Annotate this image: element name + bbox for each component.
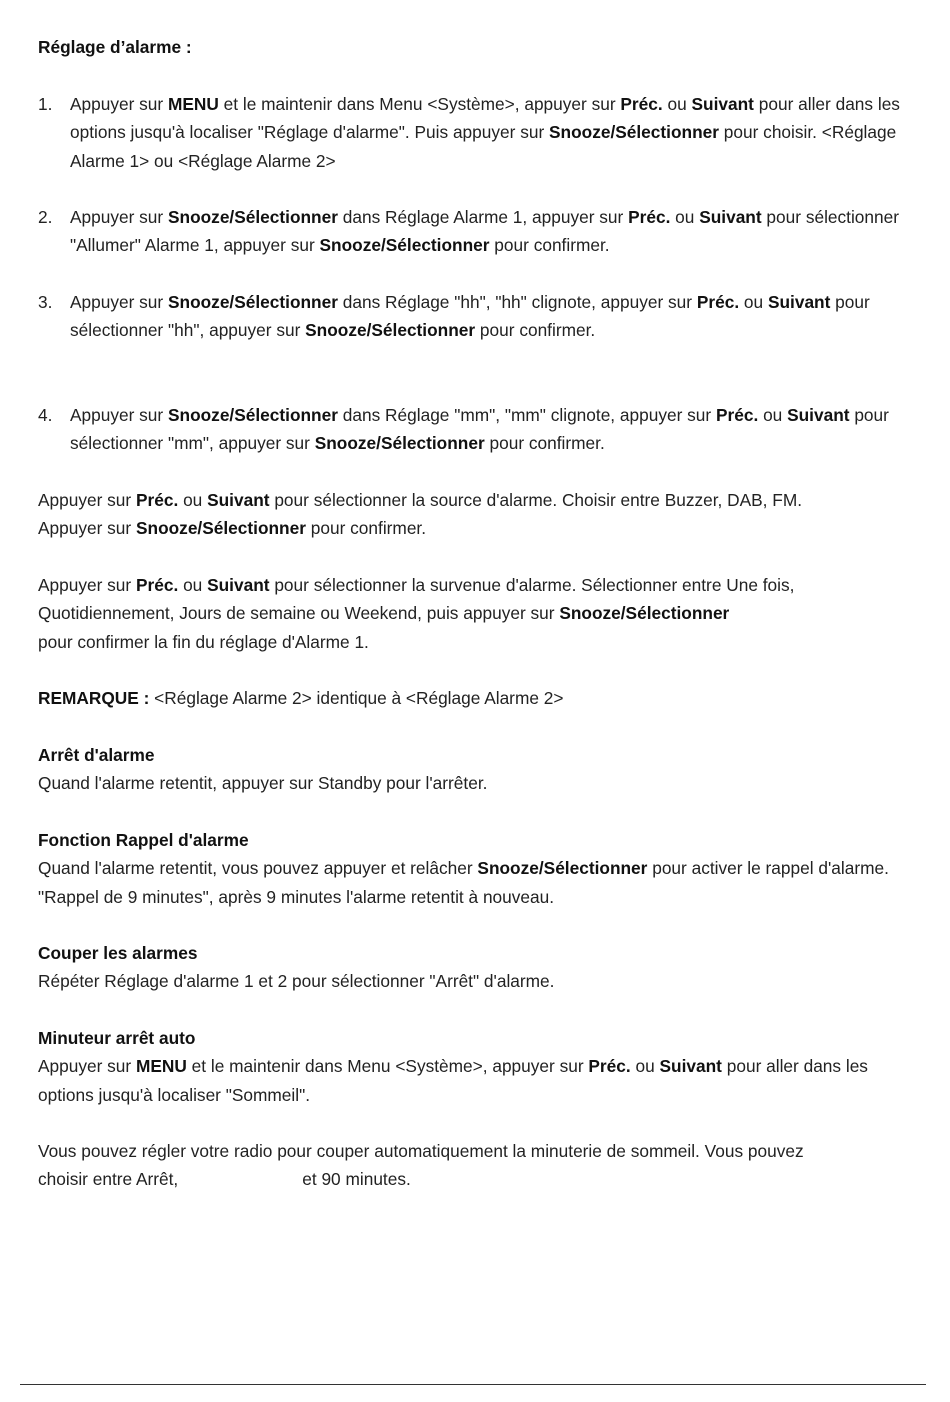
sleep-paragraph: Vous pouvez régler votre radio pour couper automatiquement la minuterie de sommeil. Vous pouvez choisir entre Arrêt, et 90 minutes. bbox=[38, 1141, 804, 1190]
list-item bbox=[38, 90, 918, 175]
remark-note: REMARQUE : <Réglage Alarme 2> identique à <Réglage Alarme 2> bbox=[38, 688, 564, 708]
list-number: 2. bbox=[38, 207, 53, 227]
section-text: Appuyer sur MENU et le maintenir dans Menu <Système>, appuyer sur Préc. ou Suivant pour aller dans les options jusqu'à localiser "Sommeil". bbox=[38, 1056, 868, 1105]
section-heading: Arrêt d'alarme bbox=[38, 745, 155, 765]
section-snooze bbox=[38, 826, 918, 911]
footer-divider bbox=[20, 1384, 926, 1385]
section-heading: Couper les alarmes bbox=[38, 943, 198, 963]
list-text: Appuyer sur MENU et le maintenir dans Menu <Système>, appuyer sur Préc. ou Suivant pour aller dans les options jusqu'à localiser "Réglage d'alarme". Puis appuyer sur Snooze/Sélectionner pour choisir. <Réglage Alarme 1> ou <Réglage Alarme 2> bbox=[70, 94, 900, 171]
list-number: 1. bbox=[38, 94, 53, 114]
remark-label: REMARQUE : bbox=[38, 688, 150, 708]
list-item bbox=[38, 288, 918, 345]
section-heading: Minuteur arrêt auto bbox=[38, 1028, 196, 1048]
section-sleep-timer bbox=[38, 1024, 918, 1109]
list-item bbox=[38, 203, 918, 260]
list-text: Appuyer sur Snooze/Sélectionner dans Réglage "mm", "mm" clignote, appuyer sur Préc. ou Suivant pour sélectionner "mm", appuyer sur Snooze/Sélectionner pour confirmer. bbox=[70, 405, 889, 454]
list-number: 4. bbox=[38, 405, 53, 425]
list-text: Appuyer sur Snooze/Sélectionner dans Réglage "hh", "hh" clignote, appuyer sur Préc. ou Suivant pour sélectionner "hh", appuyer sur Snooze/Sélectionner pour confirmer. bbox=[70, 292, 870, 341]
section-alarm-off bbox=[38, 939, 918, 996]
section-text: Quand l'alarme retentit, appuyer sur Standby pour l'arrêter. bbox=[38, 773, 488, 794]
page-title: Réglage d’alarme : bbox=[38, 37, 192, 57]
list-item bbox=[38, 401, 918, 458]
list-number: 3. bbox=[38, 292, 53, 312]
alarm-source-paragraph: Appuyer sur Préc. ou Suivant pour sélectionner la source d'alarme. Choisir entre Buzzer, DAB, FM. Appuyer sur Snooze/Sélectionner pour confirmer. bbox=[38, 490, 803, 539]
section-heading: Fonction Rappel d'alarme bbox=[38, 830, 249, 850]
list-text: Appuyer sur Snooze/Sélectionner dans Réglage Alarme 1, appuyer sur Préc. ou Suivant pour sélectionner "Allumer" Alarme 1, appuyer sur Snooze/Sélectionner pour confirmer. bbox=[70, 207, 899, 256]
section-alarm-stop bbox=[38, 741, 918, 798]
alarm-repeat-paragraph: Appuyer sur Préc. ou Suivant pour sélectionner la survenue d'alarme. Sélectionner entre Une fois, Quotidiennement, Jours de semaine ou Weekend, puis appuyer sur Snooze/Sélectionner pour confirmer la fin du réglage d'Alarme 1. bbox=[38, 575, 795, 652]
section-text: Répéter Réglage d'alarme 1 et 2 pour sélectionner "Arrêt" d'alarme. bbox=[38, 971, 555, 992]
section-text: Quand l'alarme retentit, vous pouvez appuyer et relâcher Snooze/Sélectionner pour activer le rappel d'alarme. "Rappel de 9 minutes", après 9 minutes l'alarme retentit à nouveau. bbox=[38, 858, 889, 907]
